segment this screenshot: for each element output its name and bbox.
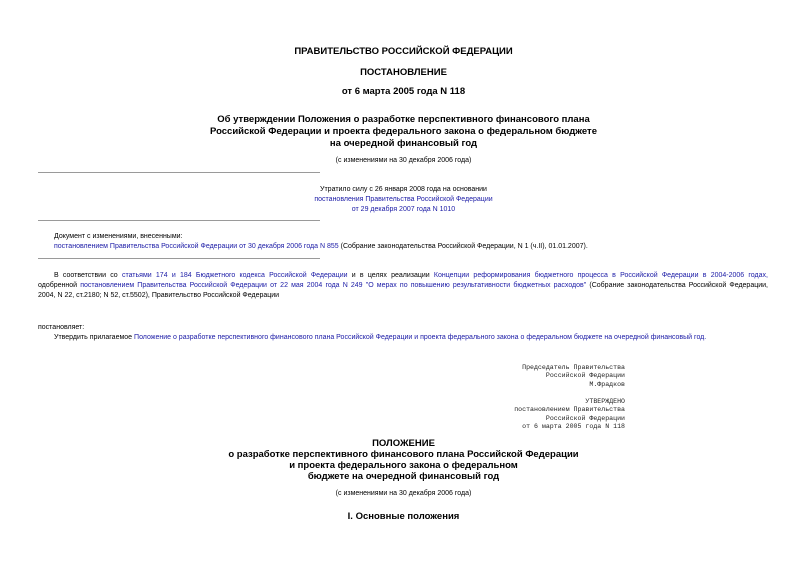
approval-by: постановлением Правительства [514,406,625,414]
divider [38,220,320,221]
document-date-number: от 6 марта 2005 года N 118 [341,86,466,97]
paragraph-text: одобренной [38,282,78,289]
approval-date: от 6 марта 2005 года N 118 [522,423,625,431]
budget-code-articles-link[interactable]: статьями 174 и 184 Бюджетного кодекса Российской Федерации [121,272,348,279]
amendment-note: (с изменениями на 30 декабря 2006 года) [335,157,472,164]
signature-position: Председатель Правительства [522,364,625,371]
signature-name: М.Фрадков [589,380,625,388]
changes-decree-link[interactable]: постановлением Правительства Российской Федерации от 30 декабря 2006 года N 855 [54,243,339,250]
paragraph-line-1 [54,271,768,281]
document-title-line-3: на очередной финансовый год [329,138,478,149]
regulation-subtitle-3: бюджете на очередной финансовый год [307,471,500,482]
expired-note: Утратило силу с 26 января 2008 года на основании [320,186,487,193]
paragraph-text: и в целях реализации [351,272,430,279]
budget-reform-concept-link[interactable]: Концепции реформирования бюджетного процесса в Российской Федерации в 2004-2006 годах, [433,272,768,279]
expired-decree-date-link[interactable]: от 29 декабря 2007 года N 1010 [351,206,456,213]
changes-label: Документ с изменениями, внесенными: [54,233,183,240]
document-type: ПОСТАНОВЛЕНИЕ [360,67,447,78]
approve-line [54,334,706,341]
expired-decree-link[interactable]: постановления Правительства Российской Федерации [314,196,493,203]
regulation-title: ПОЛОЖЕНИЕ [372,438,435,449]
changes-line [54,243,588,250]
divider [38,172,320,173]
approval-stamp [514,398,625,432]
approve-text: Утвердить прилагаемое [54,334,133,341]
signature-block [522,364,625,389]
paragraph-text: (Собрание законодательства Российской Федерации, [589,282,768,289]
approval-country: Российской Федерации [545,414,625,422]
paragraph-line-3: 2004, N 22, ст.2180; N 52, ст.5502), Правительство Российской Федерации [38,292,280,299]
government-name: ПРАВИТЕЛЬСТВО РОССИЙСКОЙ ФЕДЕРАЦИИ [294,46,513,57]
paragraph-text: В соответствии со [54,272,118,279]
regulation-subtitle-1: о разработке перспективного финансового плана Российской Федерации [228,449,579,460]
paragraph-line-2 [38,281,768,291]
changes-source: (Собрание законодательства Российской Федерации, N 1 (ч.II), 01.01.2007). [340,243,588,250]
signature-country: Российской Федерации [545,372,625,380]
regulation-amendment-note: (с изменениями на 30 декабря 2006 года) [335,490,472,497]
decree-249-link[interactable]: постановлением Правительства Российской Федерации от 22 мая 2004 года N 249 "О мерах по повышению результативности бюджетных расходов" [80,282,587,289]
decides-label: постановляет: [38,324,85,331]
divider [38,258,320,259]
document-title-line-2: Российской Федерации и проекта федерального закона о федеральном бюджете [209,126,597,137]
section-heading: I. Основные положения [347,511,460,522]
regulation-subtitle-2: и проекта федерального закона о федеральном [289,460,518,471]
approval-label: УТВЕРЖДЕНО [585,398,625,405]
document-title-line-1: Об утверждении Положения о разработке перспективного финансового плана [217,114,590,125]
regulation-link[interactable]: Положение о разработке перспективного финансового плана Российской Федерации и проекта федерального закона о федеральном бюджете на очередной финансовый год. [134,334,707,341]
